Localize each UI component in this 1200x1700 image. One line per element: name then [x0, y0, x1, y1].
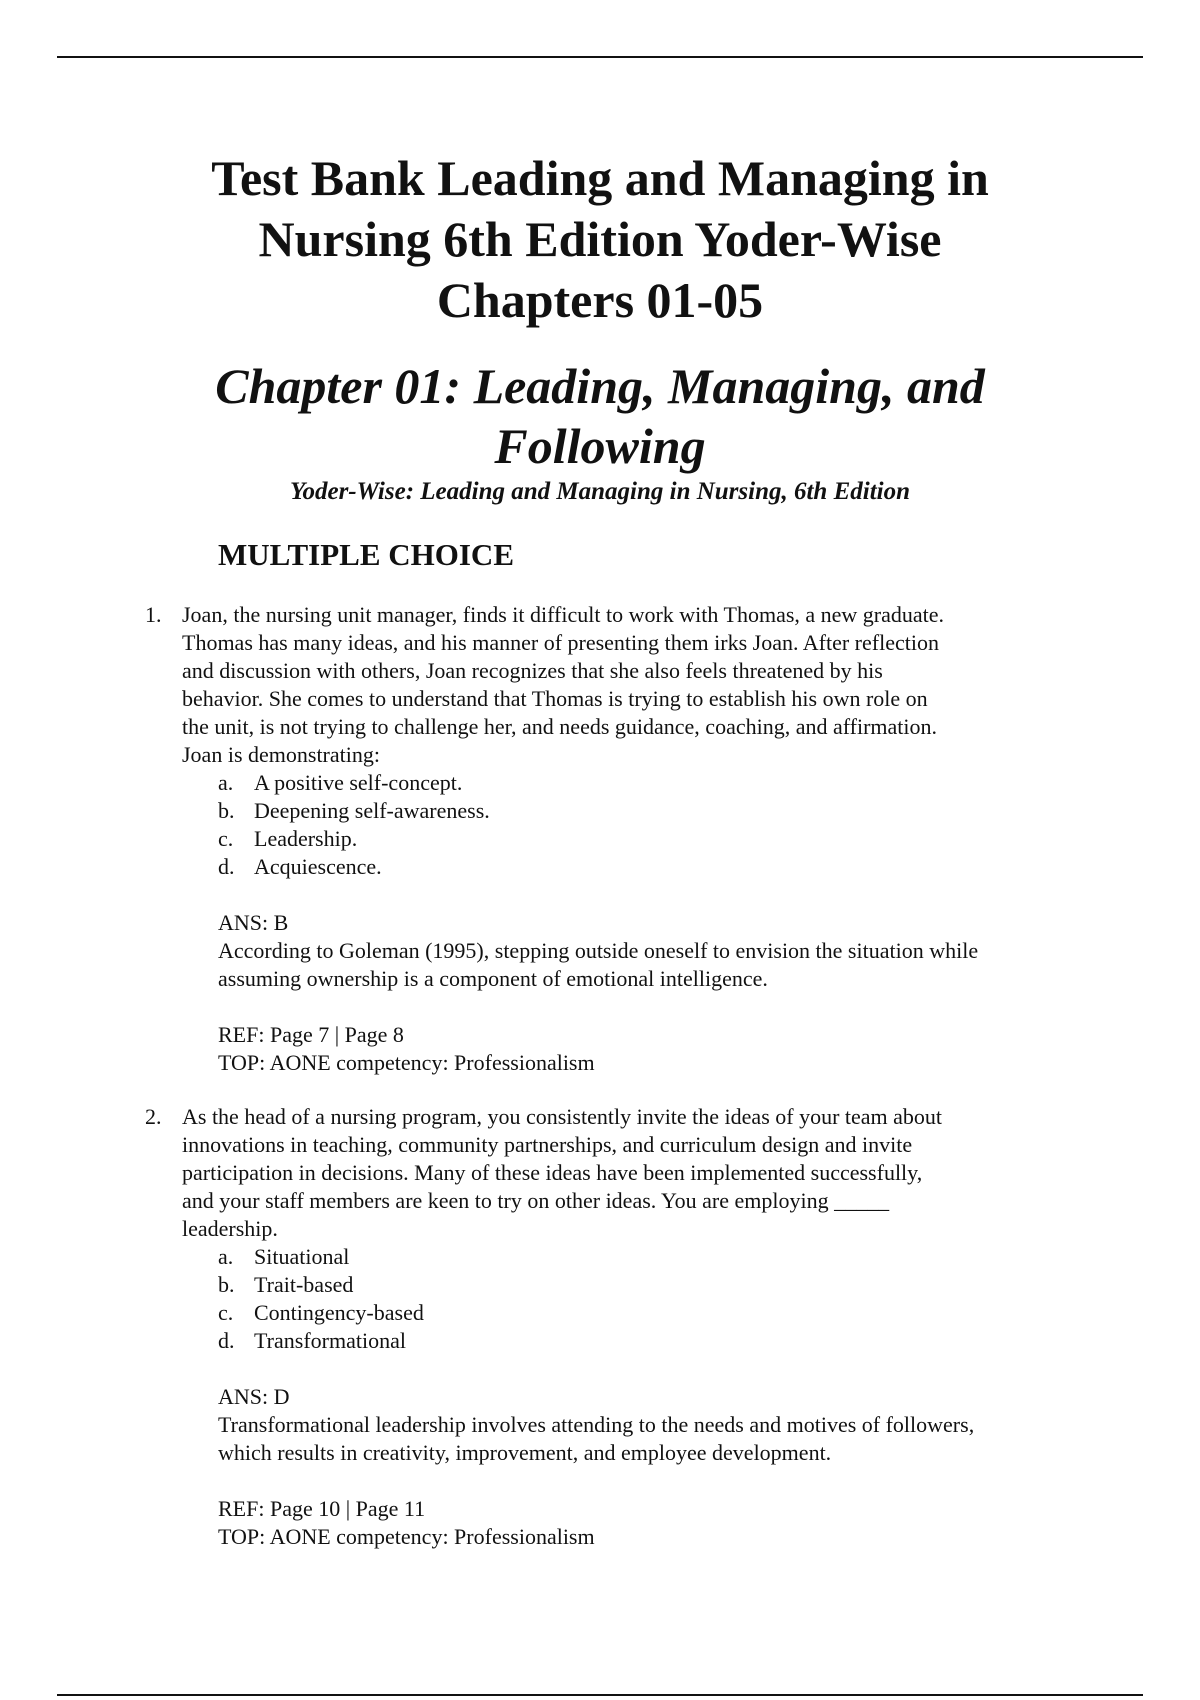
stem-line: Thomas has many ideas, and his manner of presenting them irks Joan. After reflection	[182, 630, 939, 655]
question-stem	[182, 1103, 942, 1243]
stem-line: and discussion with others, Joan recognizes that she also feels threatened by his	[182, 658, 883, 683]
stem-line: behavior. She comes to understand that Thomas is trying to establish his own role on	[182, 686, 928, 711]
answer-options	[218, 769, 490, 881]
stem-line: As the head of a nursing program, you consistently invite the ideas of your team about	[182, 1104, 943, 1129]
rationale-line: assuming ownership is a component of emotional intelligence.	[218, 966, 768, 991]
stem-line: and your staff members are keen to try on other ideas. You are employing _____	[182, 1188, 890, 1213]
title-line: Test Bank Leading and Managing in	[211, 150, 989, 206]
document-title	[100, 148, 1100, 331]
chapter-line: Following	[494, 418, 706, 474]
option-a: a. A positive self-concept.	[218, 770, 463, 795]
bottom-rule	[57, 1694, 1143, 1696]
rationale-line: According to Goleman (1995), stepping outside oneself to envision the situation while	[218, 938, 979, 963]
book-subtitle: Yoder-Wise: Leading and Managing in Nursing, 6th Edition	[289, 478, 911, 505]
stem-line: participation in decisions. Many of these ideas have been implemented successfully,	[182, 1160, 923, 1185]
topic-reference: TOP: AONE competency: Professionalism	[218, 1050, 595, 1075]
answer-block	[218, 1383, 974, 1467]
stem-line: Joan is demonstrating:	[182, 742, 380, 767]
title-line: Nursing 6th Edition Yoder-Wise	[258, 211, 942, 267]
section-heading: MULTIPLE CHOICE	[218, 537, 514, 572]
page-reference: REF: Page 7 | Page 8	[218, 1022, 404, 1047]
question-number: 2.	[145, 1104, 162, 1129]
answer-key: ANS: B	[218, 910, 289, 935]
option-a: a. Situational	[218, 1244, 350, 1269]
rationale-line: Transformational leadership involves attending to the needs and motives of followers,	[218, 1412, 975, 1437]
reference-block	[218, 1021, 595, 1077]
option-d: d. Acquiescence.	[218, 854, 382, 879]
option-d: d. Transformational	[218, 1328, 406, 1353]
rationale-line: which results in creativity, improvement, and employee development.	[218, 1440, 832, 1465]
answer-options	[218, 1243, 424, 1355]
page-reference: REF: Page 10 | Page 11	[218, 1496, 426, 1521]
top-rule	[57, 56, 1143, 58]
answer-block	[218, 909, 978, 993]
reference-block	[218, 1495, 595, 1551]
option-c: c. Leadership.	[218, 826, 358, 851]
question-number: 1.	[145, 602, 162, 627]
option-b: b. Deepening self-awareness.	[218, 798, 490, 823]
option-c: c. Contingency-based	[218, 1300, 424, 1325]
chapter-line: Chapter 01: Leading, Managing, and	[215, 358, 985, 414]
stem-line: the unit, is not trying to challenge her, and needs guidance, coaching, and affirmation.	[182, 714, 938, 739]
answer-key: ANS: D	[218, 1384, 290, 1409]
topic-reference: TOP: AONE competency: Professionalism	[218, 1524, 595, 1549]
stem-line: leadership.	[182, 1216, 278, 1241]
title-line: Chapters 01-05	[436, 272, 764, 328]
question-stem	[182, 601, 944, 769]
option-b: b. Trait-based	[218, 1272, 354, 1297]
chapter-heading	[100, 356, 1100, 476]
stem-line: Joan, the nursing unit manager, finds it difficult to work with Thomas, a new graduate.	[182, 602, 945, 627]
stem-line: innovations in teaching, community partnerships, and curriculum design and invite	[182, 1132, 913, 1157]
